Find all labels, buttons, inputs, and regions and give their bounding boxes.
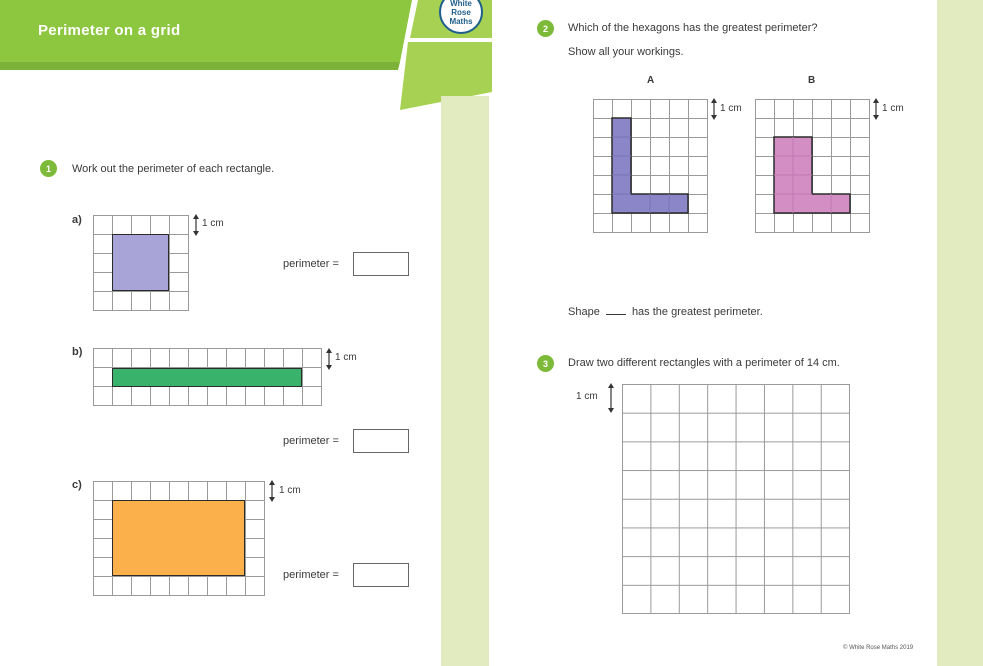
- rectangle-c: [112, 500, 245, 576]
- part-b-label: b): [72, 346, 83, 358]
- unit-arrow-icon: [606, 383, 616, 413]
- question-2-subtext: Show all your workings.: [568, 46, 684, 58]
- copyright: © White Rose Maths 2019: [843, 645, 914, 651]
- hexagon-a: [593, 99, 708, 233]
- hexagon-b: [755, 99, 870, 233]
- shape-a-label: A: [647, 75, 655, 86]
- unit-label-shape-a: 1 cm: [720, 103, 742, 114]
- unit-label-q3: 1 cm: [576, 391, 598, 402]
- drawing-grid[interactable]: [622, 384, 850, 614]
- rectangle-b: [112, 368, 302, 387]
- header-banner: [0, 0, 495, 115]
- rectangle-a: [112, 234, 169, 291]
- perimeter-label-c: perimeter =: [283, 569, 339, 581]
- unit-label-b: 1 cm: [335, 352, 357, 363]
- perimeter-label-b: perimeter =: [283, 435, 339, 447]
- shape-answer-sentence: [568, 305, 763, 318]
- perimeter-answer-c[interactable]: [353, 563, 409, 587]
- question-1-badge: 1: [40, 160, 57, 177]
- unit-arrow-icon: [325, 348, 333, 370]
- perimeter-answer-b[interactable]: [353, 429, 409, 453]
- unit-arrow-icon: [192, 214, 200, 236]
- question-3-text: Draw two different rectangles with a perimeter of 14 cm.: [568, 357, 840, 369]
- perimeter-label-a: perimeter =: [283, 258, 339, 270]
- unit-label-shape-b: 1 cm: [882, 103, 904, 114]
- perimeter-answer-a[interactable]: [353, 252, 409, 276]
- part-c-label: c): [72, 479, 82, 491]
- logo-line-1: White: [450, 0, 472, 8]
- page-title: Perimeter on a grid: [38, 22, 181, 39]
- shape-answer-blank[interactable]: [606, 305, 626, 315]
- question-2-text: Which of the hexagons has the greatest perimeter?: [568, 22, 818, 34]
- shape-b-label: B: [808, 75, 816, 86]
- logo-line-2: Rose: [451, 7, 471, 17]
- unit-label-a: 1 cm: [202, 218, 224, 229]
- part-a-label: a): [72, 214, 82, 226]
- unit-arrow-icon: [710, 98, 718, 120]
- logo-line-3: Maths: [449, 16, 473, 26]
- unit-label-c: 1 cm: [279, 485, 301, 496]
- question-2-badge: 2: [537, 20, 554, 37]
- unit-arrow-icon: [872, 98, 880, 120]
- shape-answer-suffix: has the greatest perimeter.: [631, 306, 763, 318]
- unit-arrow-icon: [268, 480, 276, 502]
- question-1-text: Work out the perimeter of each rectangle.: [72, 163, 275, 175]
- page-gutter-band: [441, 96, 489, 666]
- right-edge-band: [937, 0, 983, 666]
- shape-answer-prefix: Shape: [568, 306, 600, 318]
- question-3-badge: 3: [537, 355, 554, 372]
